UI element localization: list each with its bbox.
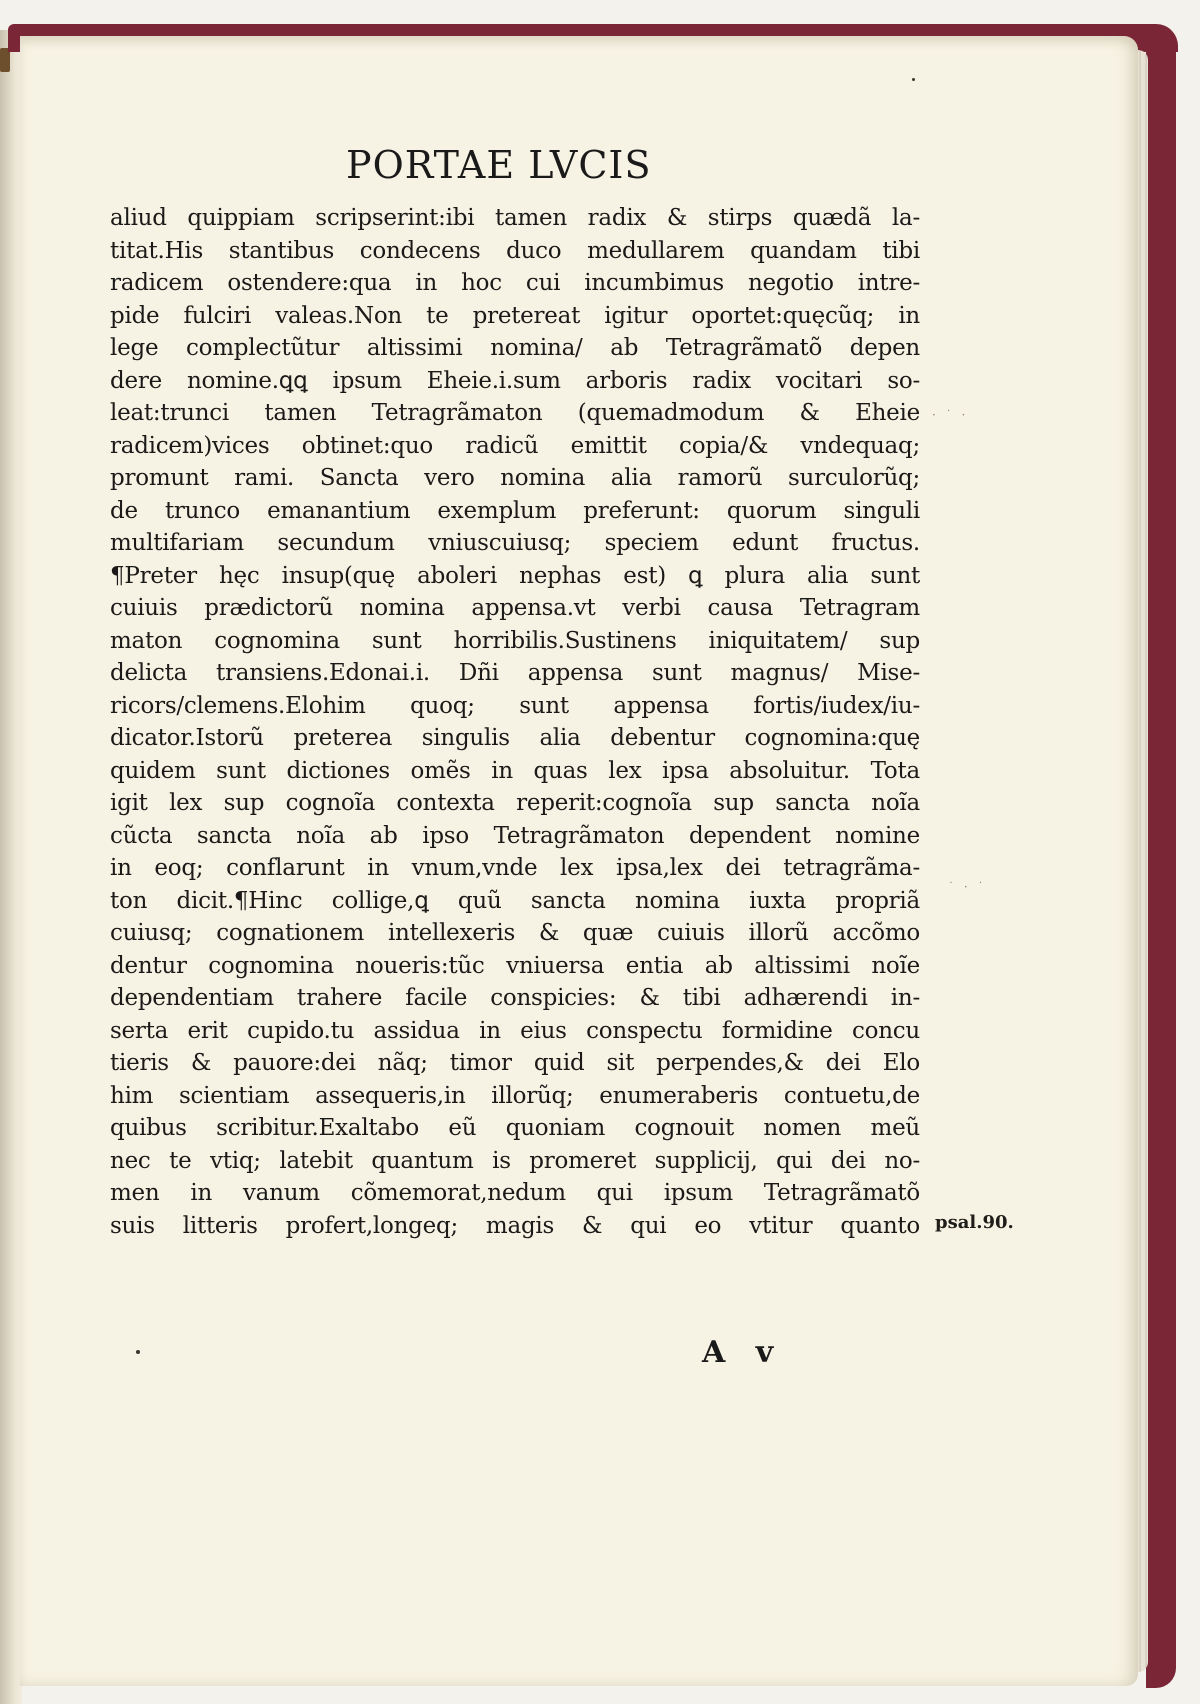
text-line: in eoq; conflarunt in vnum,vnde lex ipsa,lex dei tetragrãma- [110,855,920,881]
ink-speck [136,1350,140,1354]
signature-mark: A v [702,1335,784,1370]
text-line: suis litteris profert,longeq; magis & qui eo vtitur quanto [110,1212,920,1239]
text-line: dentur cognomina noueris:tũc vniuersa entia ab altissimi noĩe [110,952,920,979]
ink-speck [912,78,915,81]
text-line: titat.His stantibus condecens duco medullarem quandam tibi [110,237,920,264]
text-line: dere nomine.ꝗꝗ ipsum Eheie.i.sum arboris radix vocitari so- [110,367,920,394]
text-line: aliud quippiam scripserint:ibi tamen radix & stirps quædã la- [110,205,920,231]
marginal-note: psal.90. [935,1212,1014,1233]
ink-specks: · ˙ · [932,408,969,422]
text-line: pide fulciri valeas.Non te pretereat igitur oportet:quęcũq; in [110,302,920,329]
text-line: him scientiam assequeris,in illorũq; enumeraberis contuetu,de [110,1082,920,1109]
text-line: lege complectũtur altissimi nomina/ ab Tetragrãmatõ depen [110,335,920,361]
ink-specks: ˙ · ˙ [948,880,987,894]
text-line: de trunco emanantium exemplum preferunt: quorum singuli [110,497,920,524]
text-line: ricors/clemens.Elohim quoq; sunt appensa fortis/iudex/iu- [110,692,920,719]
text-line: serta erit cupido.tu assidua in eius conspectu formidine concu [110,1017,920,1044]
text-line: leat:trunci tamen Tetragrãmaton (quemadmodum & Eheie [110,400,920,426]
text-line: nec te vtiq; latebit quantum is promeret supplicij, qui dei no- [110,1147,920,1174]
text-line: ton dicit.¶Hinc collige,ꝗ quũ sancta nomina iuxta propriã [110,887,920,914]
text-line: promunt rami. Sancta vero nomina alia ramorũ surculorũq; [110,465,920,491]
book-cover-right-edge [1146,26,1176,1688]
book-gutter [0,30,22,1704]
text-line: igit lex sup cognoĩa contexta reperit:cognoĩa sup sancta noĩa [110,790,920,816]
text-line: quibus scribitur.Exaltabo eũ quoniam cognouit nomen meũ [110,1115,920,1141]
text-line: dependentiam trahere facile conspicies: & tibi adhærendi in- [110,985,920,1011]
text-line: dicator.Istorũ preterea singulis alia debentur cognomina:quę [110,725,920,751]
text-line: ¶Preter hęc insup(quę aboleri nephas est) ꝗ plura alia sunt [110,562,920,589]
text-line: radicem ostendere:qua in hoc cui incumbimus negotio intre- [110,270,920,296]
text-line: cuiuis prædictorũ nomina appensa.vt verbi causa Tetragram [110,595,920,621]
text-line: quidem sunt dictiones omẽs in quas lex ipsa absoluitur. Tota [110,757,920,784]
text-line: maton cognomina sunt horribilis.Sustinens iniquitatem/ sup [110,627,920,654]
text-line: multifariam secundum vniuscuiusq; speciem edunt fructus. [110,530,920,556]
text-line: delicta transiens.Edonai.i. Dñi appensa sunt magnus/ Mise- [110,660,920,686]
running-head: PORTAE LVCIS [346,143,652,187]
body-text [110,202,920,1242]
text-line: men in vanum cõmemorat,nedum qui ipsum Tetragrãmatõ [110,1180,920,1206]
text-line: radicem)vices obtinet:quo radicũ emittit copia/& vndequaq; [110,432,920,459]
text-line: cũcta sancta noĩa ab ipso Tetragrãmaton dependent nomine [110,822,920,849]
text-line: tieris & pauore:dei nãq; timor quid sit perpendes,& dei Elo [110,1050,920,1076]
text-line: cuiusq; cognationem intellexeris & quæ cuiuis illorũ accõmo [110,920,920,946]
